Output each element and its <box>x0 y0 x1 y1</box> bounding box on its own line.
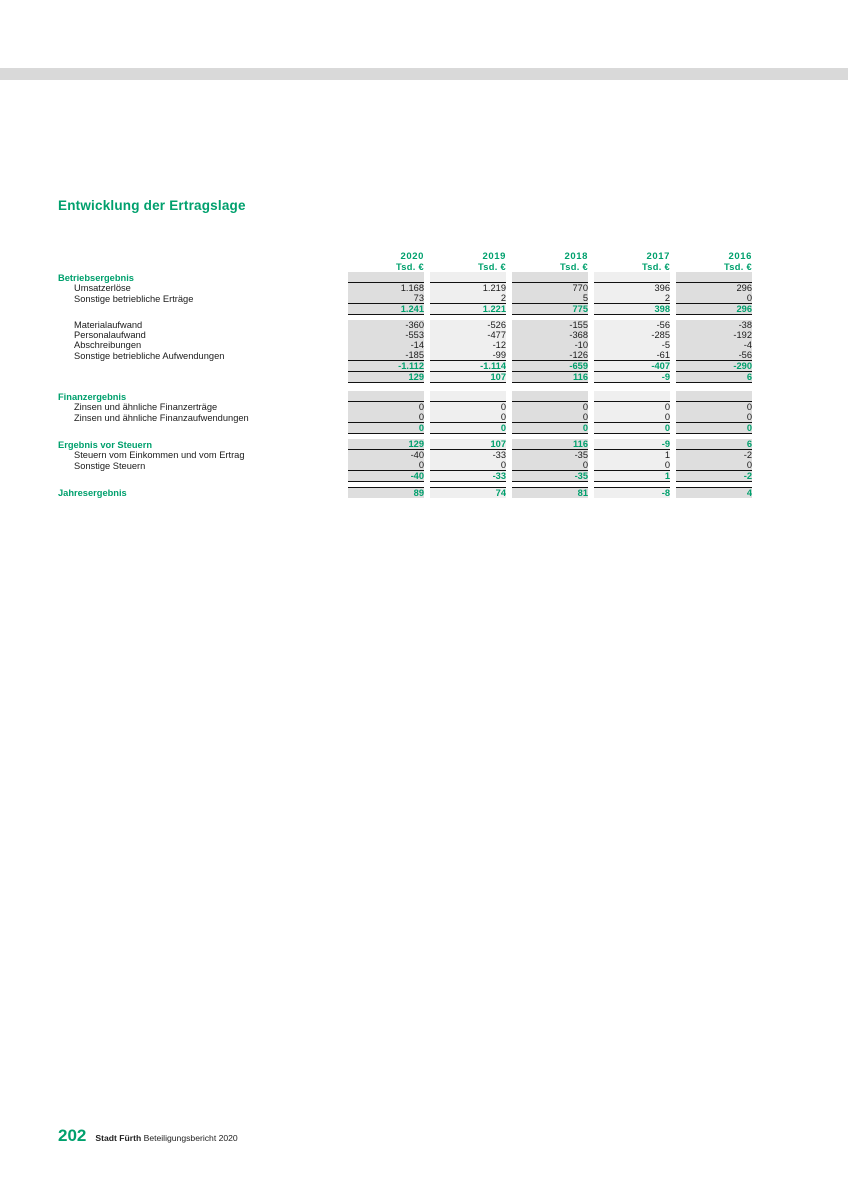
cell-value: 107 <box>430 439 506 450</box>
cell-value <box>594 272 670 283</box>
cell-value: -1.112 <box>348 361 424 372</box>
cell-value: 0 <box>676 293 752 304</box>
cell-value: 0 <box>676 402 752 413</box>
cell-value: 129 <box>348 372 424 383</box>
cell-value: 1.221 <box>430 304 506 315</box>
cell-value: 107 <box>430 372 506 383</box>
cell-value: -9 <box>594 439 670 450</box>
row-label: Zinsen und ähnliche Finanzaufwendungen <box>74 412 249 423</box>
cell-value: 2 <box>594 293 670 304</box>
cell-value: 116 <box>512 372 588 383</box>
cell-value: 0 <box>676 423 752 434</box>
unit-header-4: Tsd. € <box>724 262 752 272</box>
cell-value: 89 <box>348 488 424 499</box>
cell-value: 0 <box>512 460 588 471</box>
cell-value: -33 <box>430 450 506 461</box>
cell-value: -14 <box>348 340 424 350</box>
cell-value: -5 <box>594 340 670 350</box>
row-label: Ergebnis vor Steuern <box>58 439 153 450</box>
table-row <box>58 272 752 283</box>
cell-value: -61 <box>594 350 670 361</box>
table-row <box>58 330 752 340</box>
cell-value: 0 <box>348 460 424 471</box>
cell-value: 770 <box>512 283 588 294</box>
cell-value: -553 <box>348 330 424 340</box>
cell-value: -407 <box>594 361 670 372</box>
cell-value: -8 <box>594 488 670 499</box>
cell-value: -185 <box>348 350 424 361</box>
table-spacer <box>58 383 752 392</box>
cell-value: -2 <box>676 471 752 482</box>
table-row <box>58 350 752 361</box>
cell-value: 0 <box>676 412 752 423</box>
row-label: Materialaufwand <box>74 320 143 330</box>
page-title: Entwicklung der Ertragslage <box>58 198 246 213</box>
cell-value: -155 <box>512 320 588 330</box>
row-label <box>58 361 348 372</box>
cell-value: -33 <box>430 471 506 482</box>
table-row <box>58 304 752 315</box>
cell-value: 1.241 <box>348 304 424 315</box>
cell-value: -659 <box>512 361 588 372</box>
table-row <box>58 402 752 413</box>
table-row <box>58 293 752 304</box>
cell-value: 0 <box>512 402 588 413</box>
cell-value <box>430 272 506 283</box>
cell-value: -192 <box>676 330 752 340</box>
cell-value: 296 <box>676 304 752 315</box>
row-label: Finanzergebnis <box>58 391 127 402</box>
table-row <box>58 320 752 330</box>
row-label: Steuern vom Einkommen und vom Ertrag <box>74 450 245 460</box>
cell-value: -126 <box>512 350 588 361</box>
cell-value: -4 <box>676 340 752 350</box>
row-label: Betriebsergebnis <box>58 272 134 283</box>
table-header-years <box>58 251 752 262</box>
page-footer <box>58 1126 238 1146</box>
cell-value: 1 <box>594 450 670 461</box>
cell-value: -1.114 <box>430 361 506 372</box>
cell-value: 0 <box>594 402 670 413</box>
cell-value: 74 <box>430 488 506 499</box>
cell-value: -35 <box>512 471 588 482</box>
cell-value <box>676 391 752 402</box>
cell-value: -99 <box>430 350 506 361</box>
cell-value: -360 <box>348 320 424 330</box>
footer-publisher: Stadt Fürth <box>95 1133 142 1143</box>
table-row <box>58 471 752 482</box>
cell-value: 6 <box>676 372 752 383</box>
year-header-1: 2019 <box>482 251 506 262</box>
row-label: Sonstige betriebliche Erträge <box>74 293 194 304</box>
table-row <box>58 283 752 294</box>
cell-value: -285 <box>594 330 670 340</box>
row-label: Zinsen und ähnliche Finanzerträge <box>74 402 218 412</box>
row-label: Sonstige betriebliche Aufwendungen <box>74 350 225 361</box>
earnings-table <box>58 251 752 498</box>
cell-value: 396 <box>594 283 670 294</box>
cell-value: 116 <box>512 439 588 450</box>
year-header-4: 2016 <box>728 251 752 262</box>
row-label <box>58 423 348 434</box>
cell-value: -526 <box>430 320 506 330</box>
cell-value: 0 <box>430 412 506 423</box>
row-label: Abschreibungen <box>74 340 142 350</box>
cell-value: 0 <box>594 423 670 434</box>
cell-value: -35 <box>512 450 588 461</box>
cell-value <box>348 272 424 283</box>
cell-value: -40 <box>348 450 424 461</box>
cell-value: -56 <box>676 350 752 361</box>
cell-value: 0 <box>430 402 506 413</box>
cell-value: 0 <box>348 423 424 434</box>
footer-page-number: 202 <box>58 1126 87 1145</box>
cell-value: 0 <box>512 423 588 434</box>
row-label: Sonstige Steuern <box>74 460 146 471</box>
unit-header-1: Tsd. € <box>478 262 506 272</box>
cell-value: 0 <box>430 460 506 471</box>
cell-value <box>430 391 506 402</box>
cell-value <box>594 391 670 402</box>
page-content <box>58 198 752 498</box>
year-header-2: 2018 <box>564 251 588 262</box>
cell-value: 0 <box>512 412 588 423</box>
cell-value: -38 <box>676 320 752 330</box>
cell-value: 129 <box>348 439 424 450</box>
table-row <box>58 340 752 350</box>
cell-value: 1.168 <box>348 283 424 294</box>
cell-value: -2 <box>676 450 752 461</box>
cell-value: 0 <box>348 412 424 423</box>
table-row <box>58 488 752 499</box>
cell-value: 2 <box>430 293 506 304</box>
table-body <box>58 272 752 498</box>
cell-value: -9 <box>594 372 670 383</box>
year-header-0: 2020 <box>400 251 424 262</box>
footer-report: Beteiligungsbericht 2020 <box>143 1133 238 1143</box>
table-row <box>58 391 752 402</box>
table-row <box>58 423 752 434</box>
table-row <box>58 412 752 423</box>
table-row <box>58 450 752 461</box>
cell-value: 0 <box>348 402 424 413</box>
cell-value: -290 <box>676 361 752 372</box>
row-label: Personalaufwand <box>74 330 146 340</box>
cell-value <box>348 391 424 402</box>
table-row <box>58 361 752 372</box>
cell-value: 0 <box>594 460 670 471</box>
cell-value: 81 <box>512 488 588 499</box>
table-row <box>58 372 752 383</box>
cell-value <box>512 391 588 402</box>
row-label: Jahresergebnis <box>58 488 127 498</box>
unit-header-0: Tsd. € <box>396 262 424 272</box>
cell-value: 5 <box>512 293 588 304</box>
cell-value: -56 <box>594 320 670 330</box>
row-label <box>58 471 348 482</box>
cell-value: 1 <box>594 471 670 482</box>
cell-value: 0 <box>676 460 752 471</box>
cell-value: 0 <box>430 423 506 434</box>
cell-value: -368 <box>512 330 588 340</box>
row-label: Umsatzerlöse <box>74 283 131 293</box>
cell-value <box>512 272 588 283</box>
table-header-units <box>58 262 752 272</box>
cell-value: 6 <box>676 439 752 450</box>
unit-header-3: Tsd. € <box>642 262 670 272</box>
cell-value <box>676 272 752 283</box>
cell-value: 398 <box>594 304 670 315</box>
cell-value: -40 <box>348 471 424 482</box>
unit-header-2: Tsd. € <box>560 262 588 272</box>
table-row <box>58 439 752 450</box>
cell-value: 775 <box>512 304 588 315</box>
header-band <box>0 68 848 80</box>
cell-value: 296 <box>676 283 752 294</box>
cell-value: -477 <box>430 330 506 340</box>
table-row <box>58 460 752 471</box>
cell-value: -12 <box>430 340 506 350</box>
cell-value: 0 <box>594 412 670 423</box>
year-header-3: 2017 <box>646 251 670 262</box>
row-label <box>58 304 348 315</box>
cell-value: 1.219 <box>430 283 506 294</box>
row-label <box>58 372 348 383</box>
footer-caption <box>95 1133 237 1143</box>
cell-value: -10 <box>512 340 588 350</box>
cell-value: 4 <box>676 488 752 499</box>
cell-value: 73 <box>348 293 424 304</box>
